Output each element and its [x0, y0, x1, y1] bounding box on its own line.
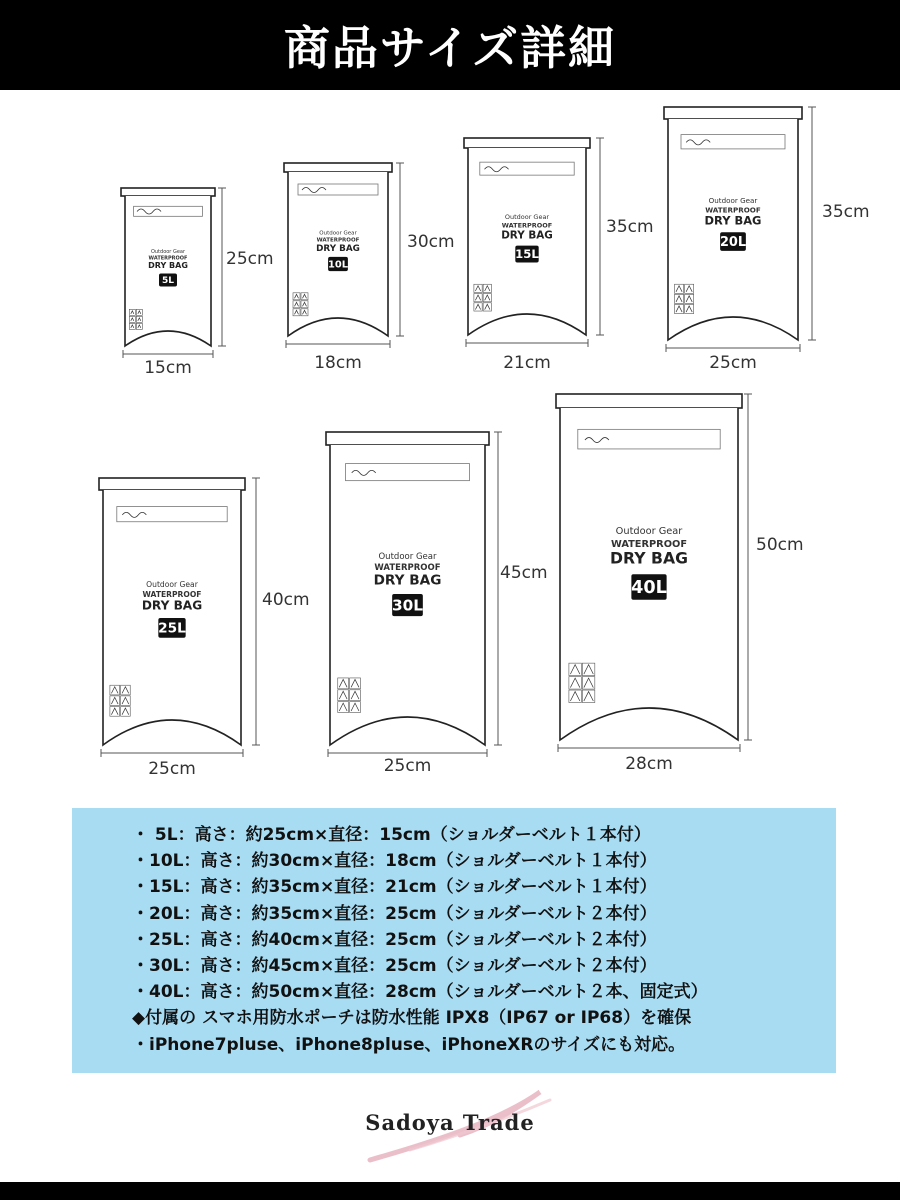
- bag-print-line3: DRY BAG: [610, 548, 688, 568]
- bag-print-line1: Outdoor Gear: [504, 213, 550, 222]
- volume-badge-text: 10L: [327, 259, 349, 271]
- volume-badge-text: 5L: [162, 276, 174, 287]
- iphone-compat-note: ・iPhone7pluse、iPhone8pluse、iPhoneXRのサイズにも対応。: [132, 1034, 686, 1055]
- bag-print-line2: WATERPROOF: [142, 589, 202, 599]
- bag-print-line3: DRY BAG: [501, 229, 553, 242]
- height-label: 45cm: [500, 563, 548, 583]
- bag-label-strip: [578, 429, 720, 449]
- volume-badge-text: 15L: [515, 247, 539, 262]
- height-label: 25cm: [226, 249, 274, 269]
- bag-print-line1: Outdoor Gear: [146, 579, 198, 589]
- height-label: 30cm: [407, 232, 455, 252]
- bag-print-line1: Outdoor Gear: [150, 249, 186, 255]
- bag-print-line1: Outdoor Gear: [319, 230, 357, 237]
- width-label: 25cm: [709, 353, 757, 373]
- brand-name: Sadoya Trade: [365, 1110, 535, 1135]
- bag-print-line3: DRY BAG: [316, 243, 360, 254]
- bag-print-line2: WATERPROOF: [610, 538, 688, 550]
- bag-roll-top: [99, 478, 245, 490]
- bag-label-strip: [681, 135, 785, 149]
- pouch-note: ◆付属の スマホ用防水ポーチは防水性能 IPX8（IP67 or IP68）を確保: [132, 1008, 692, 1029]
- height-label: 35cm: [822, 202, 870, 222]
- spec-line-40l: ・40L：高さ：約50cm×直径：28cm（ショルダーベルト２本、固定式）: [132, 982, 708, 1003]
- bag-print-line3: DRY BAG: [704, 213, 762, 228]
- height-label: 50cm: [756, 535, 804, 555]
- volume-badge-text: 30L: [391, 596, 424, 615]
- width-label: 21cm: [503, 353, 551, 373]
- bag-label-strip: [480, 162, 574, 175]
- bag-15l: [464, 138, 654, 373]
- width-label: 25cm: [383, 756, 432, 776]
- header-bar: [0, 0, 900, 90]
- bag-10l: [284, 163, 455, 373]
- bag-print-line2: WATERPROOF: [501, 221, 553, 230]
- bag-roll-top: [326, 432, 489, 445]
- width-label: 25cm: [148, 759, 196, 779]
- spec-line-30l: ・30L：高さ：約45cm×直径：25cm（ショルダーベルト２本付）: [132, 956, 657, 977]
- bag-5l: [121, 188, 274, 378]
- volume-badge-text: 20L: [719, 235, 747, 251]
- spec-info-box: [72, 808, 836, 1073]
- bag-print-line3: DRY BAG: [373, 572, 442, 589]
- spec-line-25l: ・25L：高さ：約40cm×直径：25cm（ショルダーベルト２本付）: [132, 929, 657, 950]
- bag-roll-top: [464, 138, 590, 148]
- bag-30l: [326, 432, 548, 776]
- bag-roll-top: [284, 163, 392, 172]
- volume-badge-text: 40L: [631, 578, 667, 599]
- bag-print-line3: DRY BAG: [148, 261, 188, 270]
- bag-roll-top: [664, 107, 802, 119]
- bag-print-line2: WATERPROOF: [316, 237, 360, 244]
- spec-line-5l: ・ 5L：高さ：約25cm×直径：15cm（ショルダーベルト１本付）: [132, 825, 651, 845]
- bag-print-line2: WATERPROOF: [705, 205, 761, 215]
- height-label: 40cm: [262, 590, 310, 610]
- bag-40l: [556, 394, 804, 774]
- spec-line-10l: ・10L：高さ：約30cm×直径：18cm（ショルダーベルト１本付）: [132, 851, 657, 872]
- width-label: 28cm: [625, 754, 673, 774]
- bag-print-line3: DRY BAG: [141, 598, 203, 613]
- page-title: 商品サイズ詳細: [283, 21, 617, 75]
- bag-print-line1: Outdoor Gear: [615, 526, 683, 538]
- spec-line-20l: ・20L：高さ：約35cm×直径：25cm（ショルダーベルト２本付）: [132, 903, 657, 924]
- brand-logo: [300, 1080, 600, 1170]
- footer-bar: [0, 1182, 900, 1200]
- bag-size-diagram: [0, 90, 900, 805]
- bag-label-strip: [134, 206, 203, 216]
- bag-25l: [99, 478, 310, 779]
- bag-print-line1: Outdoor Gear: [378, 552, 437, 562]
- bag-print-line2: WATERPROOF: [148, 255, 188, 262]
- volume-badge-text: 25L: [158, 620, 186, 637]
- height-label: 35cm: [606, 217, 654, 237]
- width-label: 18cm: [314, 353, 362, 373]
- bag-label-strip: [346, 464, 470, 481]
- bag-roll-top: [121, 188, 215, 196]
- bag-roll-top: [556, 394, 742, 408]
- bag-label-strip: [117, 507, 227, 522]
- spec-line-15l: ・15L：高さ：約35cm×直径：21cm（ショルダーベルト１本付）: [132, 877, 657, 898]
- width-label: 15cm: [144, 358, 192, 378]
- bag-print-line1: Outdoor Gear: [708, 195, 758, 205]
- bag-20l: [664, 107, 870, 373]
- bag-print-line2: WATERPROOF: [374, 563, 441, 574]
